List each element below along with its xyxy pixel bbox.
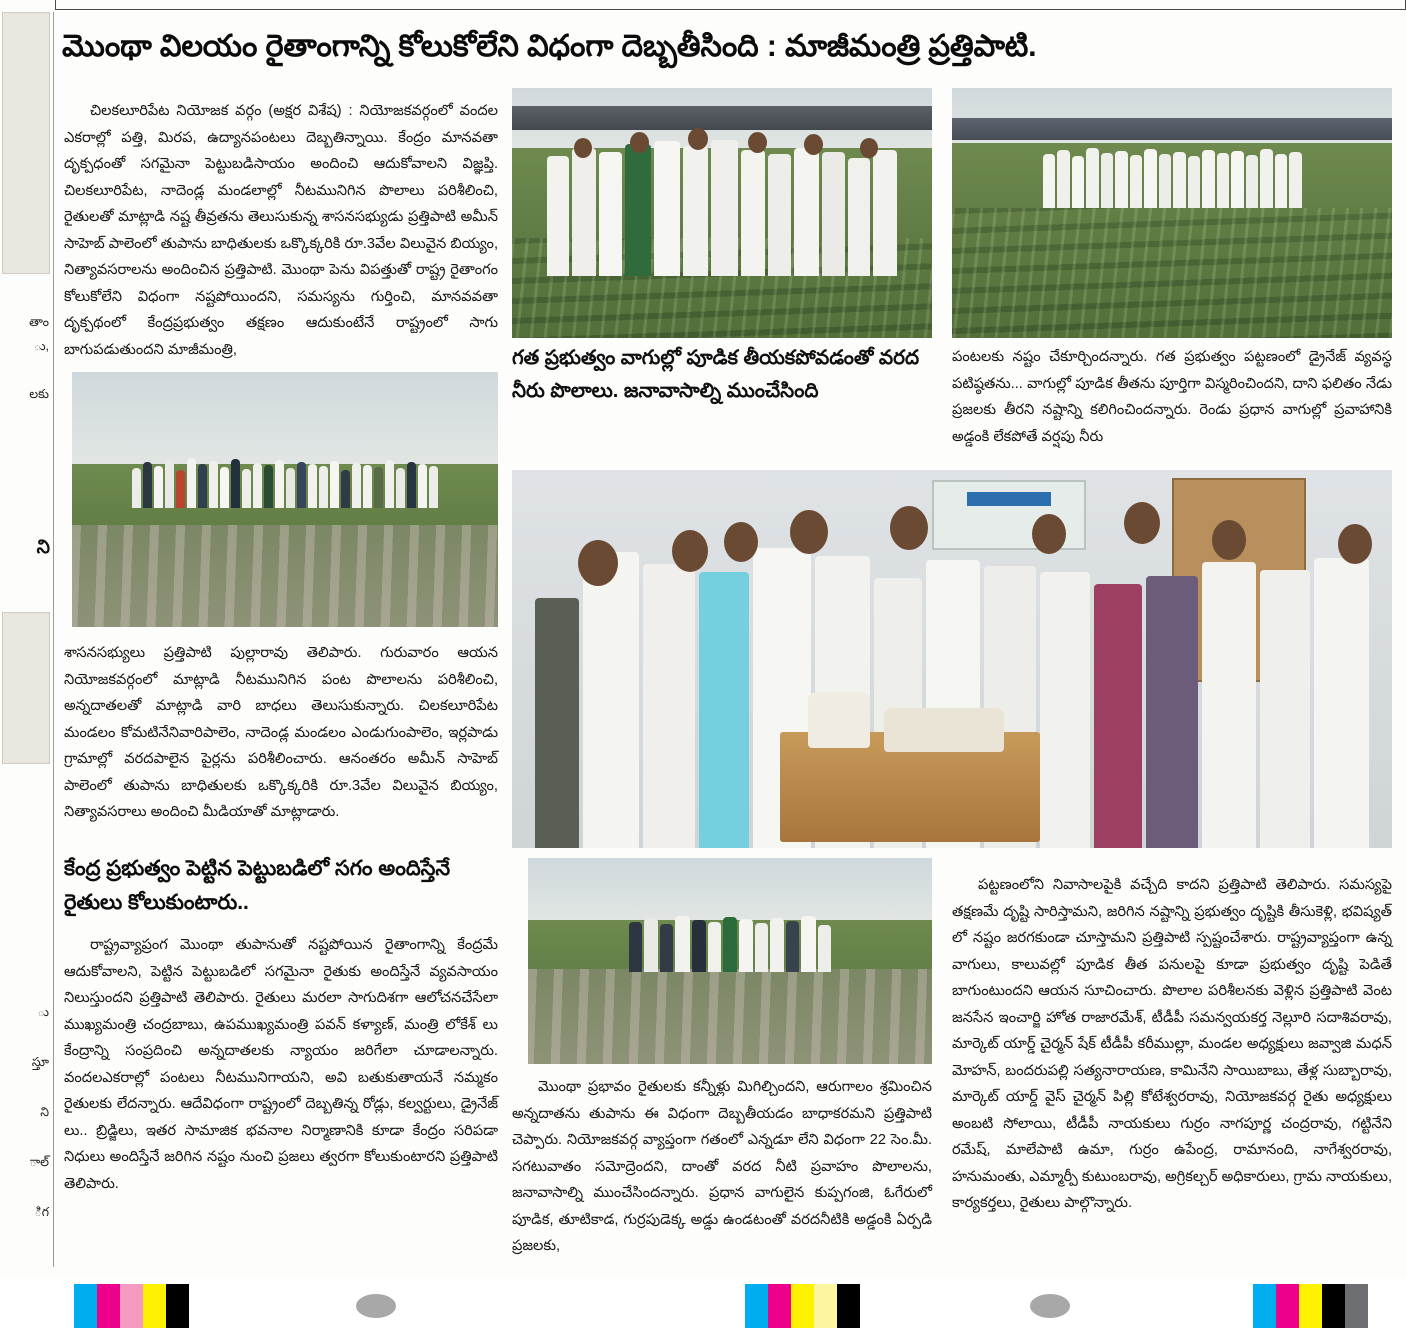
adjacent-text-fragment-7: ాల్	[29, 1155, 49, 1169]
adjacent-headline-fragment: ని	[36, 537, 50, 558]
adjacent-text-fragment-6: ని	[40, 1105, 49, 1119]
page-border-top	[55, 0, 1406, 10]
adjacent-text-fragment-5: స్తూ	[31, 1055, 49, 1069]
adjacent-text-fragment-4: ు	[37, 1005, 49, 1019]
color-swatch-group-left	[74, 1284, 189, 1328]
adjacent-text-fragment-8: ిగ	[34, 1205, 49, 1219]
photo-caption-flood-water: గత ప్రభుత్వం వాగుల్లో పూడిక తీయకపోవడంతో వరద నీరు పొలాలు. జనావాసాల్ని ముంచేసింది	[512, 347, 920, 402]
adjacent-photo-2	[2, 612, 50, 764]
registration-dot-left	[356, 1294, 396, 1318]
adjacent-text-fragment-2: ు,	[33, 339, 49, 353]
column-divider-rule	[53, 12, 54, 1267]
column3-paragraph-top: పంటలకు నష్టం చేకూర్చిందన్నారు. గత ప్రభుత్వం పట్టణంలో డ్రైనేజ్ వ్యవస్థ పటిష్ఠతను... వాగుల్లో పూడిక తీతను పూర్తిగా విస్మరించిందని, దాని ఫలితం నేడు ప్రజలకు తీరని నష్టాన్ని కలిగించిందన్నారు. రెండు ప్రధాన వాగుల్లో ప్రవాహానికి అడ్డంకి లేకపోతే వర్షపు నీరు	[952, 349, 1392, 445]
photo-inspection-wet-field	[952, 88, 1392, 338]
print-registration-bar	[0, 1278, 1406, 1335]
column1-paragraph-3: రాష్ట్రవ్యాప్రంగ మొంథా తుపానుతో నష్టపోయిన రైతాంగాన్ని కేంద్రమే ఆదుకోవాలని, పెట్టిన పెట్టుబడిలో సగమైనా రైతుకు అందిస్తేనే వ్యవసాయం నిలుస్తుందని ప్రత్తిపాటి తెలిపారు. రైతులు మరలా సాగుదిశగా ఆలోచనచేసేలా ముఖ్యమంత్రి చంద్రబాబు, ఉపముఖ్యమంత్రి పవన్ కళ్యాణ్, మంత్రి లోకేశ్ లు కేంద్రాన్ని సంప్రదించి అన్నదాతలకు న్యాయం జరిగేలా చూడాలన్నారు. వందలఎకరాల్లో పంటలు నీటమునిగాయని, అవి బతుకుతాయనే నమ్మకం రైతులకు లేదన్నారు. ఆదేవిధంగా రాష్ట్రంలో దెబ్బతిన్న రోడ్లు, కల్వర్టులు, డ్రైనేజ్ లు.. బ్రిడ్జిలు, ఇతర సామాజిక భవనాల నిర్మాణానికి కూడా కేంద్రం సరిపడా నిధులు అందిస్తేనే జరిగిన నష్టం నుంచి ప్రజలు త్వరగా కోలుకుంటారని ప్రత్తిపాటి తెలిపారు.	[64, 937, 498, 1192]
column1-paragraph-1: చిలకలూరిపేట నియోజక వర్గం (అక్షర విశేష) : నియోజకవర్గంలో వందల ఎకరాల్లో పత్తి, మిరప, ఉద్యానపంటలు దెబ్బతిన్నాయి. కేంద్రం మానవతా దృక్పధంతో సగమైనా పెట్టుబడిసాయం అందించి ఆదుకోవాలని విజ్ఞప్తి. చిలకలూరిపేట, నాదెండ్ల మండలాల్లో నీటమునిగిన పొలాలు పరిశీలించి, రైతులతో మాట్లాడి నష్ట తీవ్రతను తెలుసుకున్న శాసనసభ్యుడు ప్రత్తిపాటి అమీన్ సాహెబ్ పాలెంలో తుపాను బాధితులకు ఒక్కొక్కరికి రూ.3వేల విలువైన బియ్యం, నిత్యావసరాలను అందించిన ప్రత్తిపాటి. మొంథా పెను విపత్తుతో రాష్ట్ర రైతాంగం కోలుకోలేని విధంగా నష్టపోయిందని, సమస్యను గుర్తించి, మానవవతా దృక్పథంలో కేంద్రప్రభుత్వం తక్షణం ఆదుకుంటేనే రాష్ట్రంలో సాగు బాగుపడుతుందని మాజీమంత్రి,	[64, 103, 498, 358]
registration-dot-right	[1030, 1294, 1070, 1318]
page-headline: మొంథా విలయం రైతాంగాన్ని కోలుకోలేని విధంగా దెబ్బతీసింది : మాజీమంత్రి ప్రత్తిపాటి.	[62, 29, 1037, 63]
column1-subheading: కేంద్ర ప్రభుత్వం పెట్టిన పెట్టుబడిలో సగం అందిస్తేనే రైతులు కోలుకుంటారు..	[64, 857, 451, 914]
column1-paragraph-2: శాసనసభ్యులు ప్రత్తిపాటి పుల్లారావు తెలిపారు. గురువారం ఆయన నియోజకవర్గంలో మాట్లాడి నీటమునిగిన పంట పొలాలను పరిశీలించి, అన్నదాతలతో మాట్లాడి వారి బాధలు తెలుసుకున్నారు. చిలకలూరిపేట మండలం కోమటినేనివారిపాలెం, నాదెండ్ల మండలం ఎండుగుంపాలెం, ఇర్లపాడు గ్రామాల్లో వరదపాలైన పైర్లను పరిశీలించారు. ఆనంతరం అమీన్ సాహెబ్ పాలెంలో తుపాను బాధితులకు ఒక్కొక్కరికి రూ.3వేల విలువైన బియ్యం, నిత్యావసరాలు అందించి మీడియాతో మాట్లాడారు.	[64, 645, 498, 820]
photo-crowd-in-flooded-field	[72, 372, 498, 627]
column2-paragraph-bottom: మొంథా ప్రభావం రైతులకు కన్నీళ్లు మిగిల్చిందని, ఆరుగాలం శ్రమించిన అన్నదాతను తుపాను ఈ విధంగా దెబ్బతీయడం బాధాకరమని ప్రత్తిపాటి చెప్పారు. నియోజకవర్గ వ్యాప్తంగా గతంలో ఎన్నడూ లేని విధంగా 22 సెం.మీ. సగటువాతం సమోద్రెందని, దాంతో వరద నీటి ప్రవాహం పొలాలను, జనావాసాల్ని ముంచేసిందన్నారు. ప్రధాన వాగులైన కుప్పగంజి, ఓగేరులో పూడిక, తూటికాడ, గుర్రపుడెక్క అడ్డు ఉండటంతో వరదనీటికి అడ్డంకి ఏర్పడి ప్రజలకు,	[512, 1079, 932, 1254]
column3-paragraph-bottom: పట్టణంలోని నివాసాలపైకి వచ్చేది కాదని ప్రత్తిపాటి తెలిపారు. సమస్యపై తక్షణమే దృష్టి సారిస్తామని, జరిగిన నష్టాన్ని ప్రభుత్వం దృష్టికి తీసుకెళ్లి, భవిష్యత్ లో నష్టం జరగకుండా చూస్తామని ప్రత్తిపాటి స్పష్టంచేశారు. రాష్ట్రవ్యాప్తంగా ఉన్న వాగులు, కాలువల్లో పూడిక తీత పనులపై కూడా ప్రభుత్వం దృష్టి పెడితే బాగుంటుందని ఆయన సూచించారు. పొలాల పరిశీలనకు వెళ్లిన ప్రత్తిపాటి వెంట జనసేన ఇంచార్జి హోత రాజారమేశ్, టీడీపీ సమన్వయకర్త నెల్లూరి సదాశివరావు, మార్కెట్ యార్డ్ చైర్మన్ షేక్ టీడీపీ కరీముల్లా, మండల అధ్యక్షులు జవ్వాజి మధన్ మోహన్, బందరుపల్లి సత్యనారాయణ, కామినేని సాయిబాబు, తేళ్ల సుబ్బారావు, మార్కెట్ యార్డ్ వైస్ చైర్మన్ పిల్లి కోటేశ్వరరావు, నియోజకవర్గ రైతు అధ్యక్షులు అంబటి సోలాయి, టీడీపీ నాయకులు గుర్రం నాగపూర్ణ చంద్రరావు, గట్టినేని రమేష్, మాలేపాటి ఉమా, గుర్రం ఉపేంద్ర, రామానంది, నాగేశ్వరరావు, హనుమంతు, ఎమ్మార్పీ కుటుంబరావు, అగ్రికల్చర్ అధికారులు, గ్రామ నాయకులు, కార్యకర్తలు, రైతులు పాల్గొన్నారు.	[952, 877, 1392, 1211]
adjacent-text-fragment-3: లకు	[29, 387, 49, 401]
adjacent-article-strip	[0, 12, 52, 1272]
adjacent-text-fragment-1: తాం	[29, 315, 49, 329]
color-swatch-group-right	[745, 1284, 860, 1328]
photo-farmers-walking-muddy-field	[528, 858, 932, 1064]
color-swatch-group-far-right	[1253, 1284, 1368, 1328]
photo-relief-distribution	[512, 470, 1392, 848]
adjacent-photo-1	[2, 12, 50, 274]
photo-leaders-in-cotton-field	[512, 88, 932, 338]
